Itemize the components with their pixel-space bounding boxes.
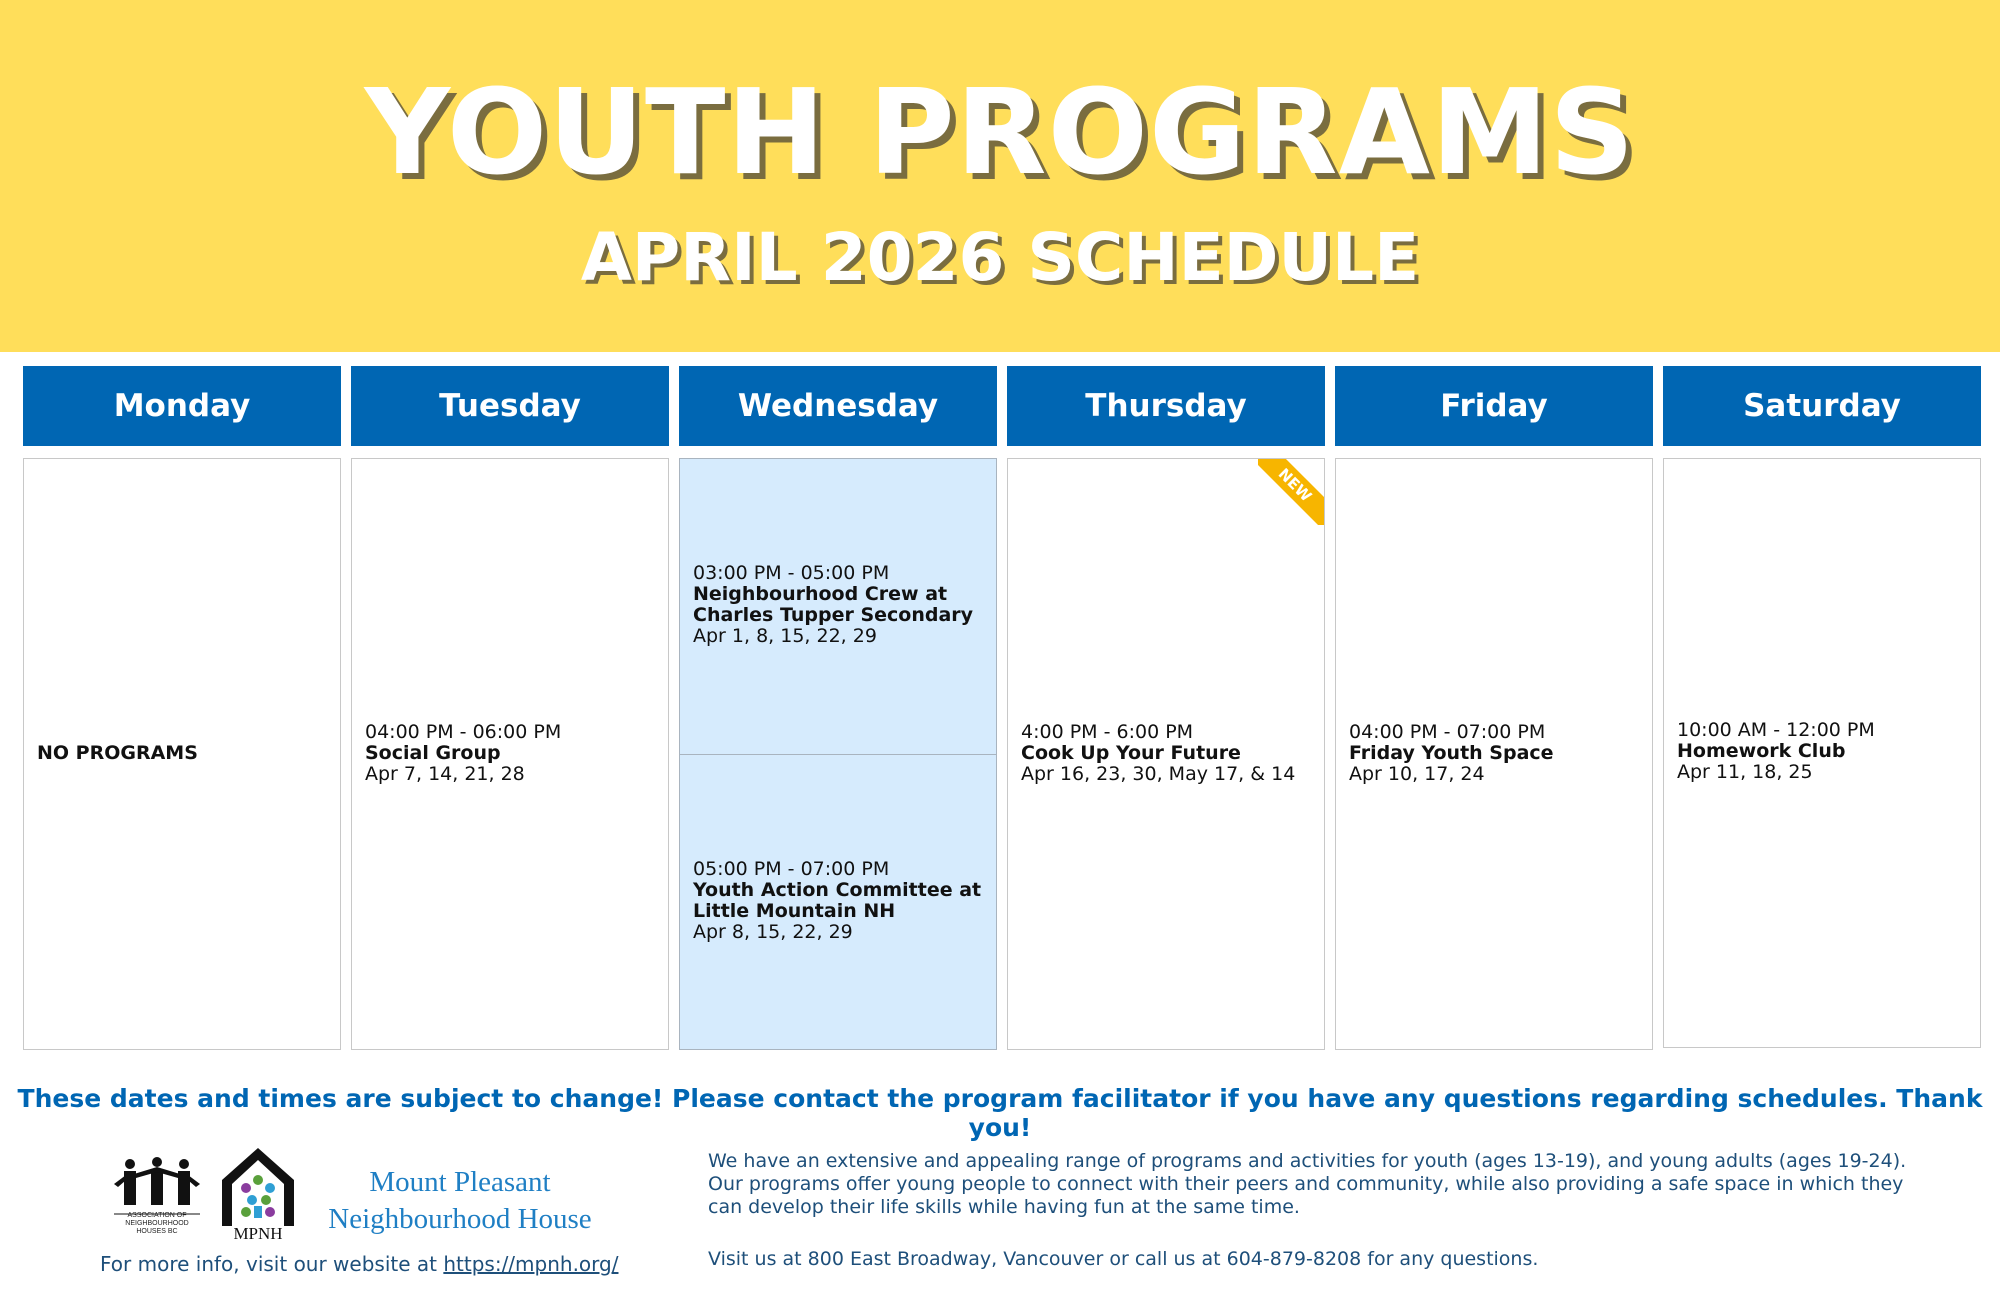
about-paragraph: We have an extensive and appealing range of programs and activities for youth (ages 13-19), and young adults (ages 19-24). Our programs offer young people to connect with their peers and community, while also providing a safe space in which they can develop their life skills while having fun at the same time. — [708, 1150, 1907, 1218]
event-dates: Apr 7, 14, 21, 28 — [365, 763, 525, 785]
website-prefix: For more info, visit our website at — [100, 1252, 444, 1276]
event-dates: Apr 8, 15, 22, 29 — [693, 921, 853, 943]
day-header-saturday: Saturday — [1663, 366, 1981, 446]
day-header-monday: Monday — [23, 366, 341, 446]
no-programs-label: NO PROGRAMS — [37, 742, 198, 764]
mpnh-logo-label: MPNH — [233, 1224, 283, 1243]
organization-name-line1: Mount Pleasant — [369, 1166, 551, 1198]
event-time: 05:00 PM - 07:00 PM — [693, 858, 890, 880]
association-houses-logo-text: ASSOCIATION OF NEIGHBOURHOOD HOUSES BC — [125, 1212, 189, 1235]
day-cell-tuesday — [351, 458, 669, 1050]
day-cell-wednesday — [679, 458, 997, 1050]
event-homework-club — [1677, 720, 1977, 783]
day-cell-friday — [1335, 458, 1653, 1050]
day-cell-thursday — [1007, 458, 1325, 1050]
event-time: 10:00 AM - 12:00 PM — [1677, 719, 1875, 741]
day-header-thursday: Thursday — [1007, 366, 1325, 446]
day-cell-monday — [23, 458, 341, 1050]
event-name: Youth Action Committee at Little Mountain NH — [693, 879, 982, 922]
event-dates: Apr 16, 23, 30, May 17, & 14 — [1021, 763, 1296, 785]
page-subtitle: APRIL 2026 SCHEDULE — [580, 219, 1420, 296]
event-youth-action-committee — [693, 859, 993, 943]
event-time: 04:00 PM - 06:00 PM — [365, 721, 562, 743]
event-dates: Apr 10, 17, 24 — [1349, 763, 1485, 785]
website-line — [100, 1252, 618, 1276]
event-name: Neighbourhood Crew at Charles Tupper Secondary — [693, 583, 974, 626]
website-link[interactable]: https://mpnh.org/ — [443, 1252, 619, 1276]
day-cell-saturday — [1663, 458, 1981, 1048]
event-time: 4:00 PM - 6:00 PM — [1021, 721, 1194, 743]
page-title: YOUTH PROGRAMS — [364, 63, 1636, 201]
event-cook-up-your-future — [1021, 722, 1321, 785]
new-badge — [1258, 459, 1324, 525]
event-name: Cook Up Your Future — [1021, 742, 1241, 764]
event-dates: Apr 11, 18, 25 — [1677, 761, 1813, 783]
organization-name-line2: Neighbourhood House — [328, 1203, 592, 1235]
footer-logos — [112, 1142, 632, 1252]
event-divider — [680, 754, 996, 755]
event-dates: Apr 1, 8, 15, 22, 29 — [693, 625, 877, 647]
visit-info: Visit us at 800 East Broadway, Vancouver or call us at 604-879-8208 for any questions. — [708, 1248, 1539, 1270]
event-time: 03:00 PM - 05:00 PM — [693, 562, 890, 584]
event-name: Social Group — [365, 742, 501, 764]
event-time: 04:00 PM - 07:00 PM — [1349, 721, 1546, 743]
new-badge-label: NEW — [1258, 459, 1324, 525]
event-name: Friday Youth Space — [1349, 742, 1554, 764]
day-header-tuesday: Tuesday — [351, 366, 669, 446]
day-header-wednesday: Wednesday — [679, 366, 997, 446]
header-banner — [0, 0, 2000, 352]
day-header-friday: Friday — [1335, 366, 1653, 446]
event-friday-youth-space — [1349, 722, 1649, 785]
schedule-notice: These dates and times are subject to change! Please contact the program facilitator if you have any questions regarding schedules. Thank you! — [17, 1084, 1983, 1142]
event-name: Homework Club — [1677, 740, 1846, 762]
event-social-group — [365, 722, 665, 785]
event-neighbourhood-crew — [693, 563, 993, 647]
organization-name — [310, 1164, 610, 1238]
